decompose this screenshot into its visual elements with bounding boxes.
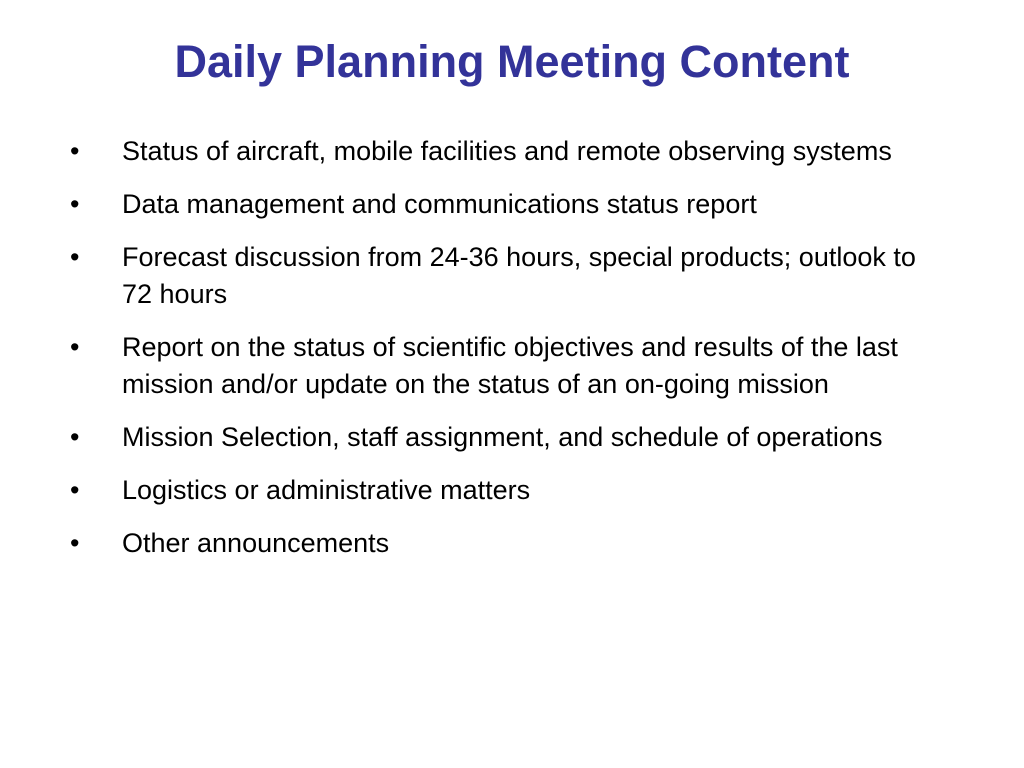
bullet-point-icon: • [70, 136, 80, 166]
list-item [0, 525, 1024, 562]
bullet-point-icon: • [70, 242, 80, 272]
bullet-point-icon: • [70, 475, 80, 505]
bullet-point-icon: • [70, 528, 80, 558]
bullet-text: Other announcements [122, 528, 390, 558]
bullet-text: Status of aircraft, mobile facilities and remote observing systems [122, 136, 892, 166]
bullet-text: Data management and communications status report [122, 189, 757, 219]
list-item [0, 472, 1024, 509]
list-item [0, 239, 1024, 313]
slide-title: Daily Planning Meeting Content [174, 36, 850, 87]
list-item [0, 329, 1024, 403]
bullet-text: Mission Selection, staff assignment, and schedule of operations [122, 422, 883, 452]
bullet-point-icon: • [70, 422, 80, 452]
bullet-text: Report on the status of scientific objectives and results of the last mission and/or update on the status of an on-going mission [122, 332, 898, 399]
bullet-point-icon: • [70, 332, 80, 362]
bullet-point-icon: • [70, 189, 80, 219]
list-item [0, 186, 1024, 223]
list-item [0, 419, 1024, 456]
bullet-text: Forecast discussion from 24-36 hours, special products; outlook to 72 hours [122, 242, 916, 309]
bullet-text: Logistics or administrative matters [122, 475, 531, 505]
bullet-list [0, 133, 1024, 578]
list-item [0, 133, 1024, 170]
